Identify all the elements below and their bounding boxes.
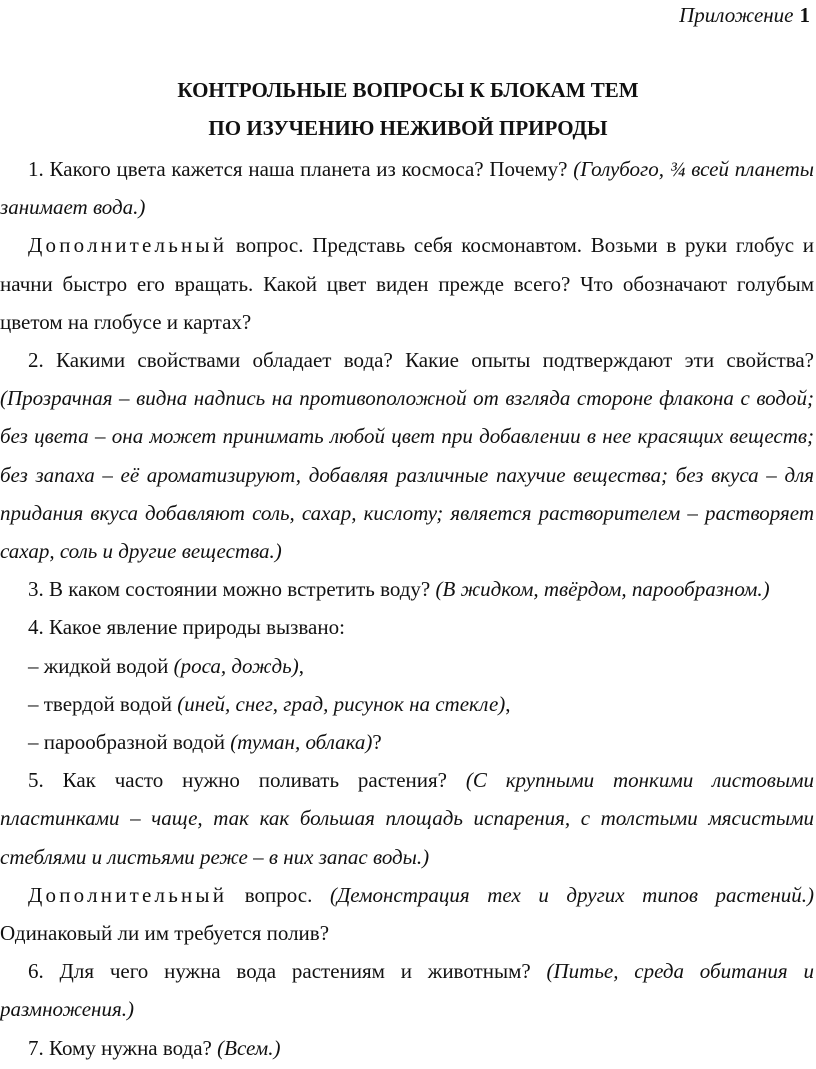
item-end: ? (372, 730, 382, 755)
question-4-text: 4. Какое явление природы вызвано: (28, 615, 345, 640)
item-answer: (туман, облака) (230, 730, 373, 755)
question-7-text: 7. Кому нужна вода? (28, 1035, 218, 1060)
extra-text-2a: вопрос. (227, 882, 330, 907)
appendix-header (679, 3, 810, 27)
document-body (0, 150, 814, 1067)
question-5 (0, 761, 814, 876)
question-5-answer: (С крупными тонкими листовыми пластинками – чаще, так как большая площадь испарения, с толстыми мясистыми стеблями и листьями реже – в них запас воды.) (0, 768, 815, 869)
item-answer: (иней, снег, град, рисунок на стекле) (177, 691, 506, 716)
document-title-line-2: ПО ИЗУЧЕНИЮ НЕЖИВОЙ ПРИРОДЫ (208, 116, 608, 140)
question-1 (0, 150, 814, 226)
item-text: – твердой водой (28, 691, 178, 716)
document-title-line-1: КОНТРОЛЬНЫЕ ВОПРОСЫ К БЛОКАМ ТЕМ (177, 78, 639, 102)
extra-label-2: Дополнительный (28, 882, 228, 907)
question-6-text: 6. Для чего нужна вода растениям и животным? (28, 959, 547, 984)
question-3 (0, 570, 814, 608)
question-6 (0, 952, 814, 1028)
extra-text-1: вопрос. Представь себя космонавтом. Возьми в руки глобус и начни быстро его вращать. Какой цвет виден прежде всего? Что обозначают голубым цветом на глобусе и картах? (0, 233, 814, 334)
question-4-item-3 (0, 723, 814, 761)
question-2 (0, 341, 814, 570)
question-2-answer: (Прозрачная – видна надпись на противоположной от взгляда стороне флакона с водой; без цвета – она может принимать любой цвет при добавлении в нее красящих веществ; без запаха – её ароматизируют, добавляя различные пахучие вещества; без вкуса – для придания вкуса добавляют соль, сахар, кислоту; является растворителем – растворяет сахар, соль и другие вещества.) (0, 386, 814, 564)
question-5-extra (0, 876, 814, 952)
question-1-answer: (Голубого, ¾ всей планеты занимает вода.) (0, 157, 814, 220)
question-3-answer: (В жидком, твёрдом, парообразном.) (435, 577, 770, 602)
question-1-text: 1. Какого цвета кажется наша планета из космоса? Почему? (28, 157, 574, 181)
question-4-item-2 (0, 685, 814, 723)
question-1-extra (0, 226, 814, 341)
question-7-answer: (Всем.) (217, 1035, 281, 1060)
question-2-text: 2. Какими свойствами обладает вода? Какие опыты подтверждают эти свойства? (28, 348, 814, 373)
question-6-answer: (Питье, среда обитания и размножения.) (0, 959, 814, 1022)
item-answer: (роса, дождь) (173, 653, 299, 678)
extra-answer-2: (Демонстрация тех и других типов растений.) (329, 882, 815, 907)
extra-label-1: Дополнительный (28, 233, 228, 258)
extra-text-2b: Одинаковый ли им требуется полив? (0, 921, 330, 946)
appendix-number: 1 (799, 3, 810, 27)
question-3-text: 3. В каком состоянии можно встретить воду? (28, 577, 436, 602)
item-text: – жидкой водой (28, 653, 174, 678)
item-text: – парообразной водой (28, 730, 231, 755)
question-7 (0, 1029, 814, 1067)
question-4-item-1 (0, 647, 814, 685)
item-end: , (505, 691, 511, 716)
appendix-label: Приложение (679, 3, 794, 27)
question-5-text: 5. Как часто нужно поливать растения? (28, 768, 466, 793)
item-end: , (298, 653, 304, 678)
question-4 (0, 608, 814, 646)
